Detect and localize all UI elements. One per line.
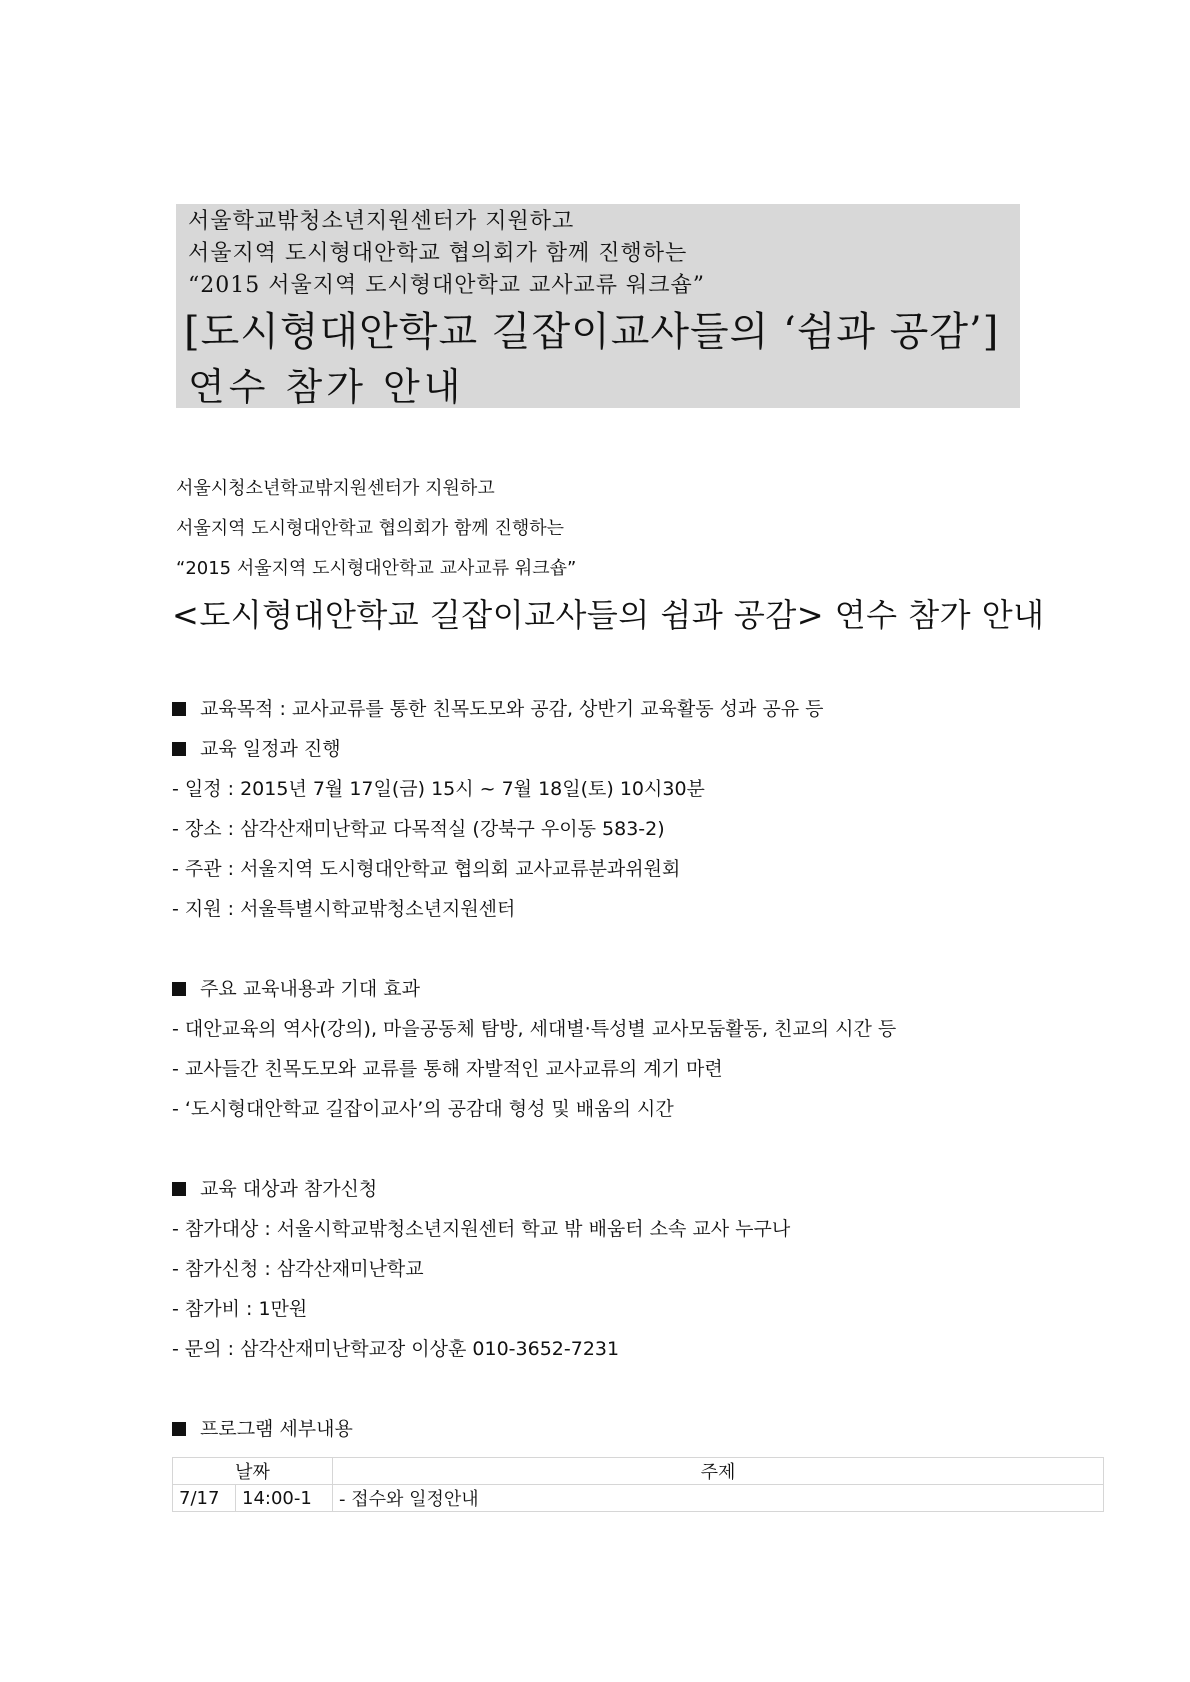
- purpose-text: 교육목적 : 교사교류를 통한 친목도모와 공감, 상반기 교육활동 성과 공유 등: [200, 698, 824, 720]
- square-bullet-icon: [172, 702, 186, 716]
- target-item: - 참가비 : 1만원: [172, 1298, 308, 1320]
- content-heading: [172, 974, 420, 1001]
- header-line-2: 서울지역 도시형대안학교 협의회가 함께 진행하는: [188, 241, 688, 266]
- table-cell-time: 14:00-1: [236, 1485, 333, 1512]
- intro-line-3: “2015 서울지역 도시형대안학교 교사교류 워크숍”: [176, 558, 577, 579]
- program-table: [172, 1457, 1104, 1512]
- table-header-date: 날짜: [173, 1458, 333, 1485]
- intro-line-2: 서울지역 도시형대안학교 협의회가 함께 진행하는: [176, 518, 565, 539]
- content-item: - 대안교육의 역사(강의), 마을공동체 탐방, 세대별·특성별 교사모둠활동, 친교의 시간 등: [172, 1018, 897, 1040]
- square-bullet-icon: [172, 742, 186, 756]
- schedule-heading-text: 교육 일정과 진행: [200, 738, 341, 760]
- schedule-item: - 주관 : 서울지역 도시형대안학교 협의회 교사교류분과위원회: [172, 858, 681, 880]
- target-item: - 참가대상 : 서울시학교밖청소년지원센터 학교 밖 배움터 소속 교사 누구나: [172, 1218, 791, 1240]
- target-item: - 참가신청 : 삼각산재미난학교: [172, 1258, 424, 1280]
- purpose-line: [172, 694, 823, 721]
- schedule-item: - 장소 : 삼각산재미난학교 다목적실 (강북구 우이동 583-2): [172, 818, 665, 840]
- square-bullet-icon: [172, 1182, 186, 1196]
- table-cell-date: 7/17: [173, 1485, 236, 1512]
- table-row: [173, 1485, 1104, 1512]
- intro-line-1: 서울시청소년학교밖지원센터가 지원하고: [176, 478, 495, 499]
- header-subtitle: 연수 참가 안내: [188, 365, 465, 409]
- target-heading-text: 교육 대상과 참가신청: [200, 1178, 378, 1200]
- target-heading: [172, 1174, 377, 1201]
- target-item: - 문의 : 삼각산재미난학교장 이상훈 010-3652-7231: [172, 1338, 620, 1360]
- program-heading-text: 프로그램 세부내용: [200, 1418, 353, 1440]
- square-bullet-icon: [172, 982, 186, 996]
- content-item: - ‘도시형대안학교 길잡이교사’의 공감대 형성 및 배움의 시간: [172, 1098, 674, 1120]
- square-bullet-icon: [172, 1422, 186, 1436]
- header-line-1: 서울학교밖청소년지원센터가 지원하고: [188, 209, 575, 234]
- table-header-topic: 주제: [333, 1458, 1104, 1485]
- content-heading-text: 주요 교육내용과 기대 효과: [200, 978, 421, 1000]
- header-box: [176, 204, 1020, 408]
- program-heading: [172, 1414, 353, 1441]
- main-title: <도시형대안학교 길잡이교사들의 쉼과 공감> 연수 참가 안내: [172, 596, 1045, 634]
- schedule-item: - 일정 : 2015년 7월 17일(금) 15시 ~ 7월 18일(토) 10시30분: [172, 778, 705, 800]
- table-cell-topic: - 접수와 일정안내: [333, 1485, 1104, 1512]
- schedule-item: - 지원 : 서울특별시학교밖청소년지원센터: [172, 898, 516, 920]
- table-header-row: [173, 1458, 1104, 1485]
- header-line-3: “2015 서울지역 도시형대안학교 교사교류 워크숍”: [188, 273, 705, 298]
- schedule-heading: [172, 734, 341, 761]
- content-item: - 교사들간 친목도모와 교류를 통해 자발적인 교사교류의 계기 마련: [172, 1058, 723, 1080]
- header-title: [도시형대안학교 길잡이교사들의 ‘쉼과 공감’]: [184, 309, 1000, 355]
